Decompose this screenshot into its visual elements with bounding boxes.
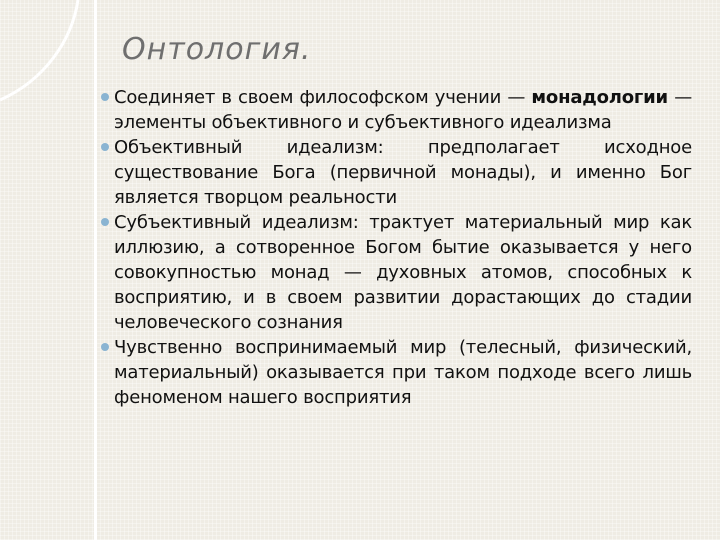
bullet-item: [100, 335, 692, 410]
bullet-dot-icon: [101, 143, 109, 151]
bullet-item: [100, 210, 692, 335]
bullet-text: Субъективный идеализм: трактует материальный мир как иллюзию, а сотворенное Богом бытие оказывается у него совокупностью монад — духовных атомов, способных к восприятию, и в своем развитии дорастающих до стадии человеческого сознания: [114, 212, 692, 333]
corner-arc-decoration: [0, 0, 100, 110]
bullet-text: Чувственно воспринимаемый мир (телесный, физический, материальный) оказывается при таком подходе всего лишь феноменом нашего восприятия: [114, 337, 692, 408]
bullet-list: [100, 85, 692, 410]
slide-title: Онтология.: [122, 32, 312, 67]
bullet-text-pre: Соединяет в своем философском учении —: [114, 87, 532, 108]
bullet-dot-icon: [101, 218, 109, 226]
bullet-item: [100, 135, 692, 210]
bullet-dot-icon: [101, 343, 109, 351]
bullet-dot-icon: [101, 93, 109, 101]
bullet-text-post: — элементы объективного и субъективного идеализма: [114, 87, 692, 133]
bullet-item: [100, 85, 692, 135]
left-vertical-rule: [94, 0, 97, 540]
bullet-emphasis: монадологии: [531, 87, 668, 108]
bullet-text: Объективный идеализм: предполагает исходное существование Бога (первичной монады), и именно Бог является творцом реальности: [114, 137, 692, 208]
